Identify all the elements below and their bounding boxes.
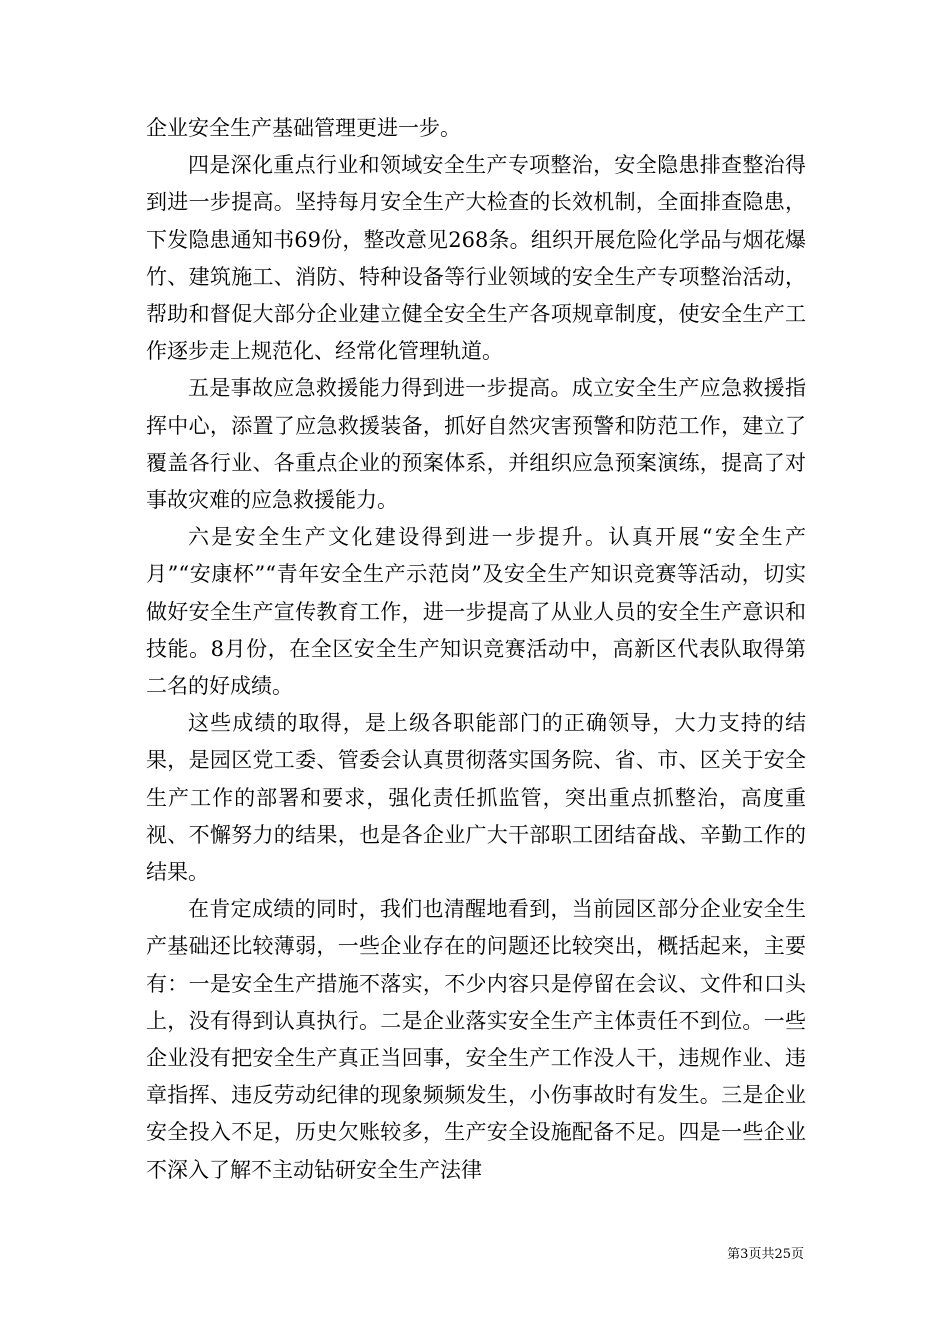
paragraph-item-4: 四是深化重点行业和领域安全生产专项整治，安全隐患排查整治得到进一步提高。坚持每月安全生产大检查的长效机制，全面排查隐患，下发隐患通知书69份，整改意见268条。组织开展危险化学品与烟花爆竹、建筑施工、消防、特种设备等行业领域的安全生产专项整治活动，帮助和督促大部分企业建立健全安全生产各项规章制度，使安全生产工作逐步走上规范化、经常化管理轨道。 <box>146 153 806 364</box>
paragraph-achievements-summary: 这些成绩的取得，是上级各职能部门的正确领导，大力支持的结果，是园区党工委、管委会认真贯彻落实国务院、省、市、区关于安全生产工作的部署和要求，强化责任抓监管，突出重点抓整治，高度重视、不懈努力的结果，也是各企业广大干部职工团结奋战、辛勤工作的结果。 <box>146 711 806 885</box>
paragraph-item-6: 六是安全生产文化建设得到进一步提升。认真开展“安全生产月”“安康杯”“青年安全生产示范岗”及安全生产知识竞赛等活动，切实做好安全生产宣传教育工作，进一步提高了从业人员的安全生产意识和技能。8月份，在全区安全生产知识竞赛活动中，高新区代表队取得第二名的好成绩。 <box>146 525 806 699</box>
paragraph-continuation: 企业安全生产基础管理更进一步。 <box>146 116 461 140</box>
page-number-label: 第3页共25页 <box>727 1247 804 1262</box>
document-body <box>146 110 806 1189</box>
page-number <box>727 1247 804 1263</box>
paragraph-item-5: 五是事故应急救援能力得到进一步提高。成立安全生产应急救援指挥中心，添置了应急救援装备，抓好自然灾害预警和防范工作，建立了覆盖各行业、各重点企业的预案体系，并组织应急预案演练，提高了对事故灾难的应急救援能力。 <box>146 376 806 513</box>
paragraph-problems: 在肯定成绩的同时，我们也清醒地看到，当前园区部分企业安全生产基础还比较薄弱，一些企业存在的问题还比较突出，概括起来，主要有：一是安全生产措施不落实，不少内容只是停留在会议、文件和口头上，没有得到认真执行。二是企业落实安全生产主体责任不到位。一些企业没有把安全生产真正当回事，安全生产工作没人干，违规作业、违章指挥、违反劳动纪律的现象频频发生，小伤事故时有发生。三是企业安全投入不足，历史欠账较多，生产安全设施配备不足。四是一些企业不深入了解不主动钻研安全生产法律 <box>146 897 806 1182</box>
